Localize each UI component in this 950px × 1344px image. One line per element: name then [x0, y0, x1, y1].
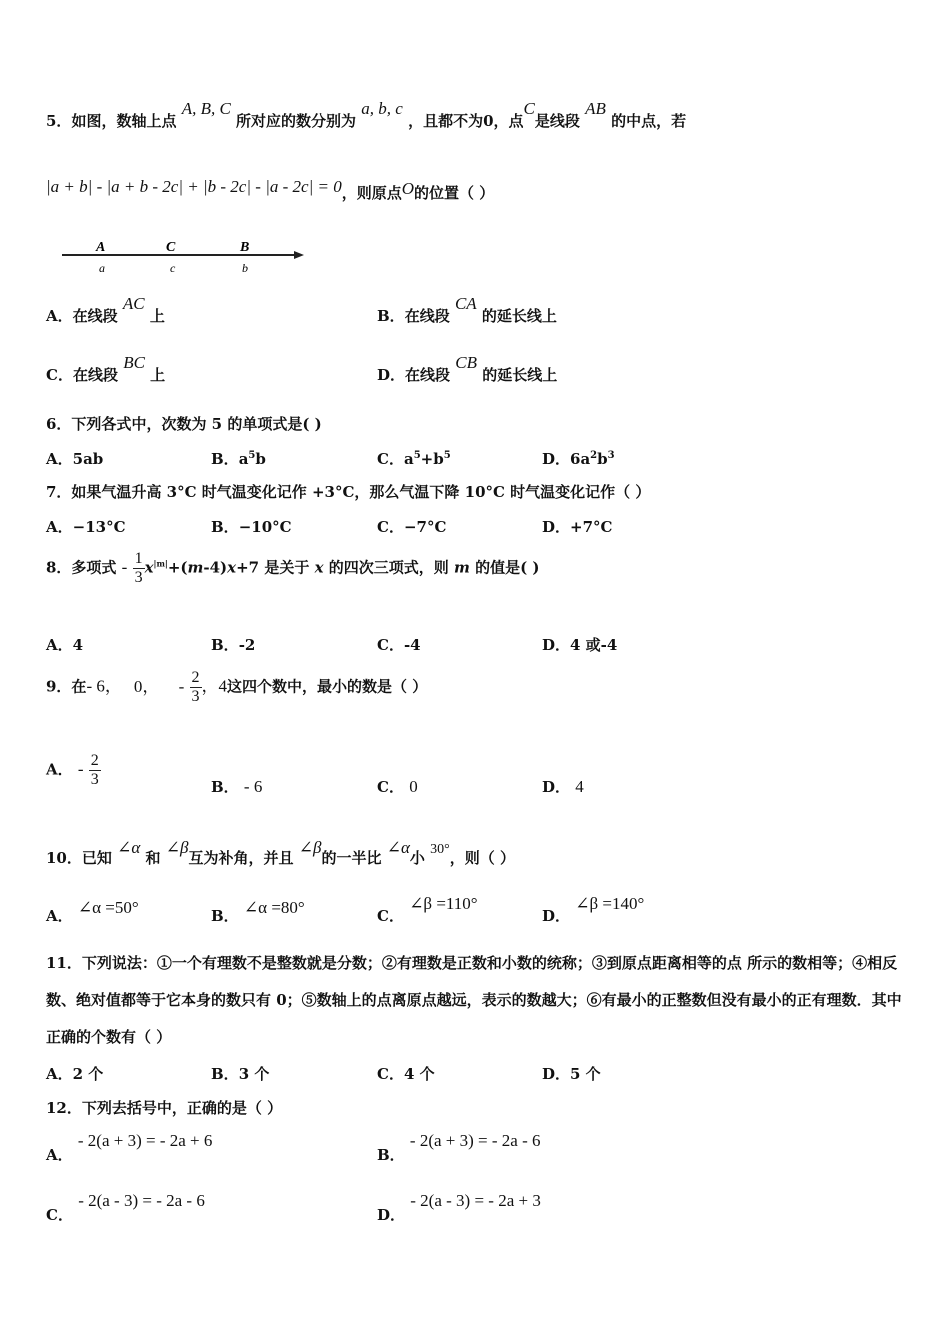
q8-fraction: $\frac{1}{3}$: [134, 550, 143, 586]
q12-stem: 12．下列去括号中，正确的是（ ）: [46, 1099, 283, 1117]
q7-option-a[interactable]: A．−13°C: [46, 518, 126, 536]
q11-stem: 11．下列说法：①一个有理数不是整数就是分数；②有理数是正数和小数的统称；③到原点距离相等的点 所示的数相等；④相反数、绝对值都等于它本身的数只有 0；⑤数轴上的点离原点越远，表示的数越大；⑥有最小的正整数但没有最小的正有理数．其中正确的个数有（ ）: [46, 954, 902, 1046]
q6-option-d[interactable]: D．$6a^2b^3$: [542, 450, 615, 468]
q8-option-d[interactable]: D．4 或-4: [542, 636, 618, 654]
label-C: C: [166, 240, 176, 255]
q5-equation: |a + b| - |a + b - 2c| + |b - 2c| - |a - 2c| = 0: [46, 177, 342, 196]
q10-option-c[interactable]: C． ∠β =110°: [377, 894, 478, 925]
q8-option-b[interactable]: B．-2: [211, 636, 256, 654]
q8-option-a[interactable]: A．4: [46, 636, 84, 654]
q10-option-a[interactable]: A． ∠α =50°: [46, 898, 139, 925]
q11-option-b[interactable]: B．3 个: [211, 1065, 270, 1083]
q9-option-c[interactable]: C． 0: [377, 777, 418, 796]
label-a: a: [99, 261, 105, 275]
number-line-figure: [60, 236, 310, 278]
q6-option-b[interactable]: B．$a^5b$: [211, 450, 266, 468]
q11-option-a[interactable]: A．2 个: [46, 1065, 104, 1083]
q5-option-a[interactable]: A．在线段 AC 上: [46, 294, 165, 325]
q7-option-d[interactable]: D．+7°C: [542, 518, 613, 536]
q9-fraction: $\frac{2}{3}$: [191, 669, 200, 705]
q12-option-a[interactable]: A． - 2(a + 3) = - 2a + 6: [46, 1131, 213, 1164]
q5-option-c[interactable]: C．在线段 BC 上: [46, 353, 166, 384]
q9-option-a[interactable]: A． - $\frac{2}{3}$: [46, 752, 99, 788]
number-line-arrow: [294, 251, 304, 259]
label-B: B: [240, 240, 250, 255]
q6-stem: 6．下列各式中，次数为 5 的单项式是( ): [46, 415, 322, 433]
q12-option-d[interactable]: D． - 2(a - 3) = - 2a + 3: [377, 1191, 541, 1224]
q9-option-d[interactable]: D． 4: [542, 777, 584, 796]
q5-number: 5．: [46, 112, 72, 130]
q5-option-d[interactable]: D．在线段 CB 的延长线上: [377, 353, 558, 384]
label-b: b: [242, 261, 248, 275]
q6-option-a[interactable]: A．5ab: [46, 450, 104, 468]
q8-stem: 8．多项式 - $\frac{1}{3}$ $x^{|m|}+(m-4)x+7$ 是关于 x 的四次三项式，则 m 的值是( ): [46, 550, 540, 586]
q6-option-c[interactable]: C．$a^5+b^5$: [377, 450, 451, 468]
q5-option-b[interactable]: B．在线段 CA 的延长线上: [377, 294, 557, 325]
q7-option-b[interactable]: B．−10°C: [211, 518, 292, 536]
label-A: A: [96, 240, 106, 255]
label-c: c: [170, 261, 176, 275]
q10-stem: 10．已知 ∠α 和 ∠β互为补角，并且 ∠β的一半比 ∠α小 30°，则（ ）: [46, 838, 515, 867]
q11-option-d[interactable]: D．5 个: [542, 1065, 601, 1083]
q10-option-b[interactable]: B． ∠α =80°: [211, 898, 305, 925]
q10-option-d[interactable]: D． ∠β =140°: [542, 894, 645, 925]
q12-option-b[interactable]: B． - 2(a + 3) = - 2a - 6: [377, 1131, 541, 1164]
q12-option-c[interactable]: C． - 2(a - 3) = - 2a - 6: [46, 1191, 205, 1224]
q8-option-c[interactable]: C．-4: [377, 636, 421, 654]
q9-stem: 9．在- 6， 0， - $\frac{2}{3}$ ，4这四个数中，最小的数是（ ）: [46, 669, 428, 705]
q5-condition: |a + b| - |a + b - 2c| + |b - 2c| - |a - 2c| = 0，则原点O的位置（ ）: [46, 177, 495, 202]
q5-stem: 5．如图，数轴上点 A, B, C 所对应的数分别为 a, b, c ，且都不为0，点C是线段 AB 的中点，若: [46, 99, 687, 130]
q7-stem: 7．如果气温升高 3°C 时气温变化记作 +3°C，那么气温下降 10°C 时气温变化记作（ ）: [46, 483, 651, 501]
q11-option-c[interactable]: C．4 个: [377, 1065, 435, 1083]
q7-option-c[interactable]: C．−7°C: [377, 518, 447, 536]
q9-option-b[interactable]: B． - 6: [211, 777, 263, 796]
